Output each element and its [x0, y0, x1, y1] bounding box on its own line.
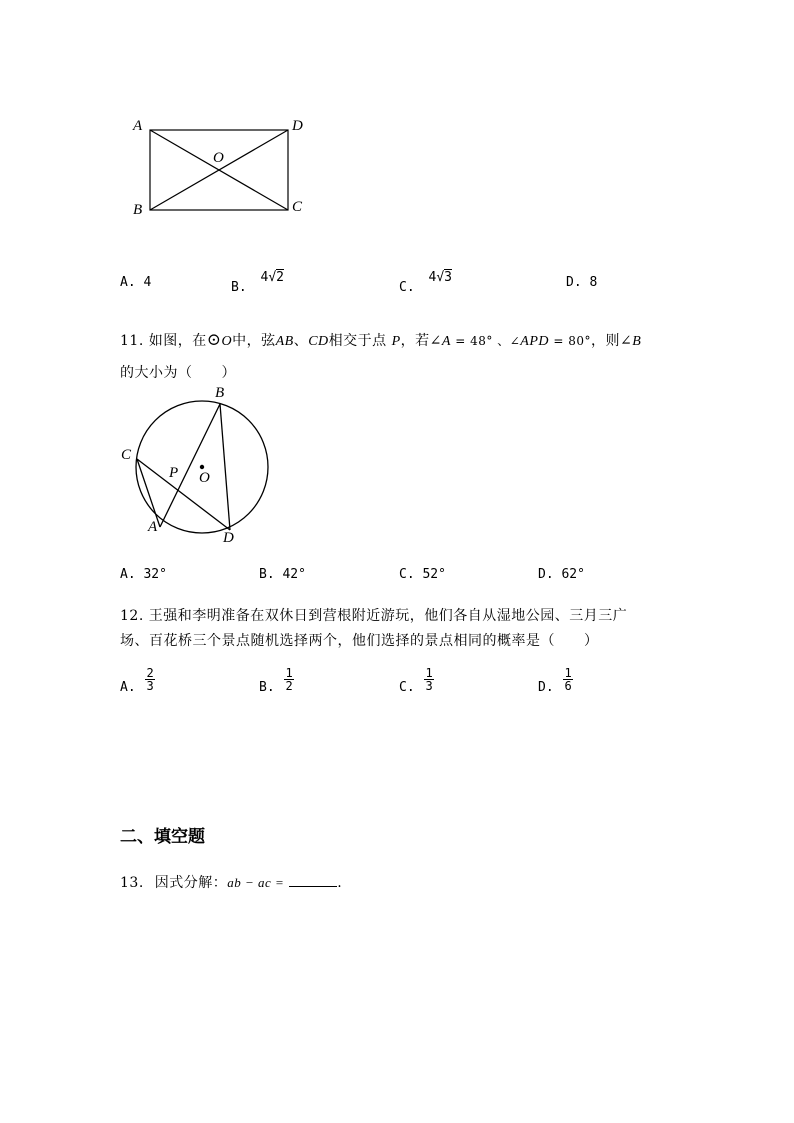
q11-option-a: A. 32°: [120, 567, 167, 582]
point-label-d: D: [223, 530, 234, 546]
sqrt-sign: √: [436, 270, 445, 285]
q12-option-b: B. $\frac{1}{2}$: [259, 666, 293, 695]
point-label-a: A: [133, 118, 143, 134]
fraction: $\frac{1}{3}$: [425, 666, 433, 693]
fraction: $\frac{1}{2}$: [285, 666, 293, 693]
circle-symbol: ⊙: [206, 330, 222, 350]
point-label-o: O: [199, 470, 210, 486]
fraction: $\frac{1}{6}$: [564, 666, 572, 693]
q12-question-line1: 12. 王强和李明准备在双休日到营根附近游玩，他们各自从湿地公园、三月三广: [120, 608, 628, 624]
q10-option-c: C. 4√3: [399, 270, 452, 295]
fraction: $\frac{2}{3}$: [146, 666, 154, 693]
q10-option-a: A. 4: [120, 275, 152, 290]
point-label-b: B: [215, 385, 225, 401]
circle-chords-figure: [0, 0, 794, 560]
q11-option-b: B. 42°: [259, 567, 306, 582]
q12-option-d: D. $\frac{1}{6}$: [538, 666, 572, 695]
point-label-a: A: [148, 519, 158, 535]
point-label-d: D: [292, 118, 303, 134]
point-label-c: C: [292, 199, 303, 215]
q11-question-line1: 11. 如图，在⊙O中，弦AB、CD相交于点 P，若∠A = 48° 、∠APD = 80°，则∠B: [120, 330, 642, 350]
q11-option-d: D. 62°: [538, 567, 585, 582]
q11-question-line2: 的大小为（ ）: [120, 365, 236, 381]
point-label-p: P: [169, 465, 179, 481]
answer-blank[interactable]: [289, 874, 337, 887]
q13-question: 13. 因式分解：ab − ac = .: [120, 875, 343, 891]
point-label-o: O: [213, 150, 224, 166]
q10-option-d: D. 8: [566, 275, 598, 290]
segment-bd: [220, 404, 230, 530]
q12-option-c: C. $\frac{1}{3}$: [399, 666, 433, 695]
q10-option-b: B. 4√2: [231, 270, 284, 295]
point-label-c: C: [121, 447, 132, 463]
q12-option-a: A. $\frac{2}{3}$: [120, 666, 154, 695]
point-label-b: B: [133, 202, 143, 218]
center-dot: [200, 465, 204, 469]
sqrt-sign: √: [268, 270, 277, 285]
q11-option-c: C. 52°: [399, 567, 446, 582]
section-heading: 二、填空题: [120, 827, 205, 847]
segment-ca: [137, 459, 160, 527]
q12-question-line2: 场、百花桥三个景点随机选择两个，他们选择的景点相同的概率是（ ）: [120, 633, 599, 649]
